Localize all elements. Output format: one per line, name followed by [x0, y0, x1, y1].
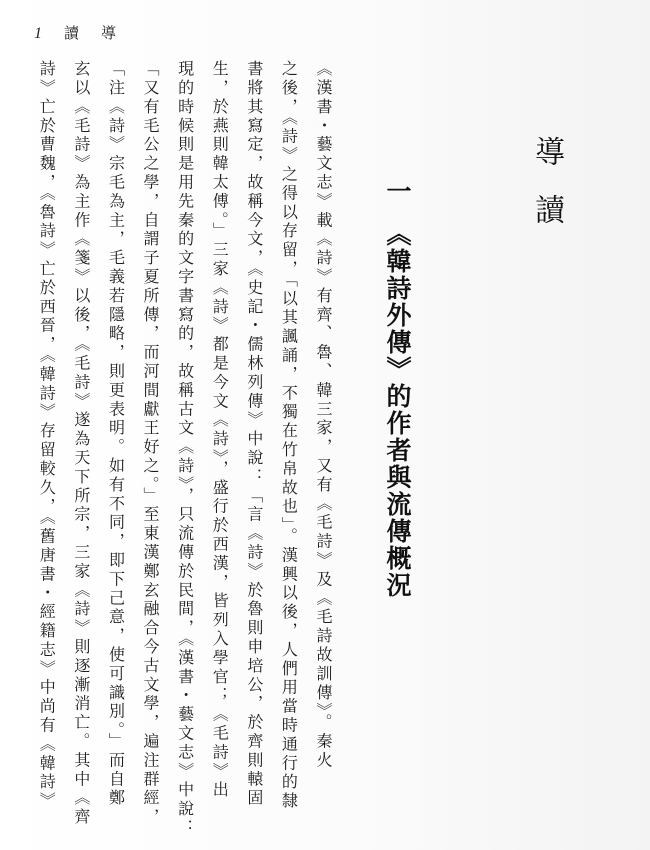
- running-head-char: 讀: [64, 24, 80, 42]
- text-column: 書將其寫定，故稱今文，《史記・儒林列傳》中說：「言《詩》於魯則申培公，於齊則轅固: [244, 60, 264, 808]
- text-column: 玄以《毛詩》為主作《箋》以後，《毛詩》遂為天下所宗，三家《詩》則逐漸消亡。其中《齊: [71, 60, 91, 827]
- section-number: 一: [383, 178, 412, 205]
- section-title: 《韓詩外傳》的作者與流傳概況: [383, 221, 412, 599]
- chapter-title: 導讀: [529, 136, 565, 252]
- page-number: 1: [34, 25, 42, 42]
- text-column: 「注《詩》宗毛為主，毛義若隱略，則更表明。如有不同，即下己意，使可識別。」而自鄭: [106, 60, 126, 808]
- running-head-char: 導: [101, 24, 117, 42]
- text-column: 「又有毛公之學，自謂子夏所傳，而河間獻王好之。」至東漢鄭玄融合今古文學，遍注群經，: [141, 60, 161, 827]
- body-text: [24, 60, 340, 840]
- text-column: 詩》亡於曹魏，《魯詩》亡於西晉，《韓詩》存留較久，《舊唐書・經籍志》中尚有《韓詩》: [37, 60, 57, 811]
- text-column: 生，於燕則韓太傅。」三家《詩》都是今文《詩》，盛行於西漢，皆列入學官；《毛詩》出: [210, 60, 230, 800]
- section-heading: [382, 178, 412, 599]
- text-column: 之後，《詩》之得以存留，「以其諷誦，不獨在竹帛故也」。漢興以後，人們用當時通行的隸: [279, 60, 299, 811]
- text-column: 《漢書・藝文志》載《詩》有齊、魯、韓三家，又有《毛詩》及《毛詩故訓傳》。秦火: [314, 60, 333, 771]
- text-column: 現的時候則是用先秦的文字書寫的，故稱古文《詩》，只流傳於民間，《漢書・藝文志》中說：: [175, 60, 195, 838]
- running-head: [34, 22, 138, 43]
